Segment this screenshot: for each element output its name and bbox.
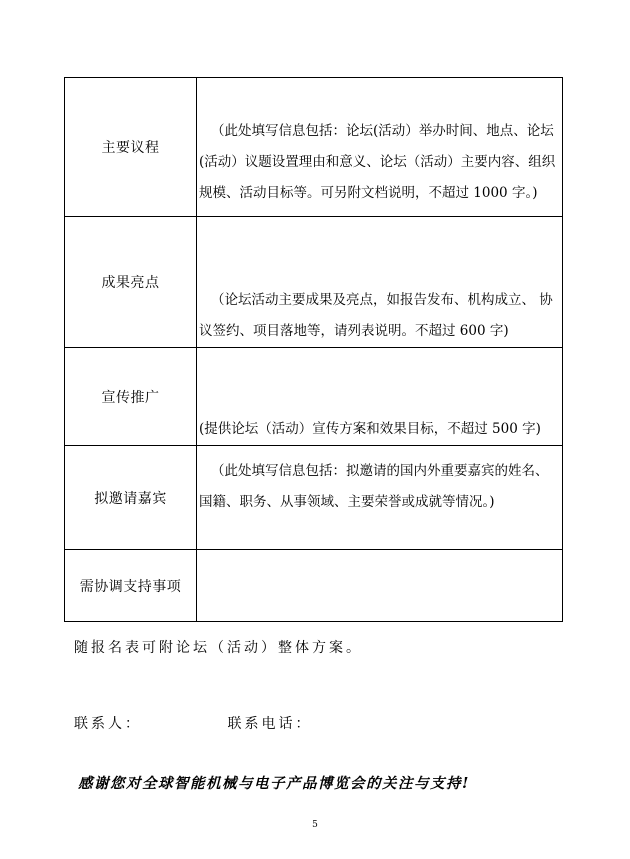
guests-instructions: （此处填写信息包括：拟邀请的国内外重要嘉宾的姓名、 国籍、职务、从事领域、主要荣誉或成就等情况。) <box>199 463 549 510</box>
row-label-support: 需协调支持事项 <box>65 550 197 622</box>
row-label-promotion: 宣传推广 <box>65 348 197 446</box>
contact-person-label: 联系人： <box>74 716 142 732</box>
row-label-highlights: 成果亮点 <box>65 217 197 348</box>
attachment-note: 随报名表可附论坛（活动）整体方案。 <box>74 640 363 656</box>
row-content-promotion[interactable] <box>197 348 563 446</box>
row-content-support[interactable] <box>197 550 563 622</box>
table-row-promotion <box>65 348 563 446</box>
contact-line <box>74 713 312 733</box>
table-row-guests <box>65 446 563 550</box>
page-number: 5 <box>312 820 318 830</box>
table-row-agenda <box>65 78 563 217</box>
application-form-table <box>64 77 563 622</box>
thank-you-message: 感谢您对全球智能机械与电子产品博览会的关注与支持! <box>78 775 470 792</box>
highlights-instructions: （论坛活动主要成果及亮点，如报告发布、机构成立、 协议签约、项目落地等，请列表说明。不超过 600 字) <box>199 292 553 339</box>
table-row-highlights <box>65 217 563 348</box>
row-content-highlights[interactable] <box>197 217 563 348</box>
table-row-support <box>65 550 563 622</box>
promotion-instructions: (提供论坛（活动）宣传方案和效果目标，不超过 500 字) <box>199 421 541 437</box>
row-content-guests[interactable] <box>197 446 563 550</box>
row-label-agenda: 主要议程 <box>65 78 197 217</box>
agenda-instructions: （此处填写信息包括：论坛(活动）举办时间、地点、论坛(活动）议题设置理由和意义、论坛（活动）主要内容、组织规模、活动目标等。可另附文档说明，不超过 1000 字。) <box>199 123 556 201</box>
row-content-agenda[interactable] <box>197 78 563 217</box>
contact-phone-label: 联系电话： <box>227 716 313 732</box>
row-label-guests: 拟邀请嘉宾 <box>65 446 197 550</box>
